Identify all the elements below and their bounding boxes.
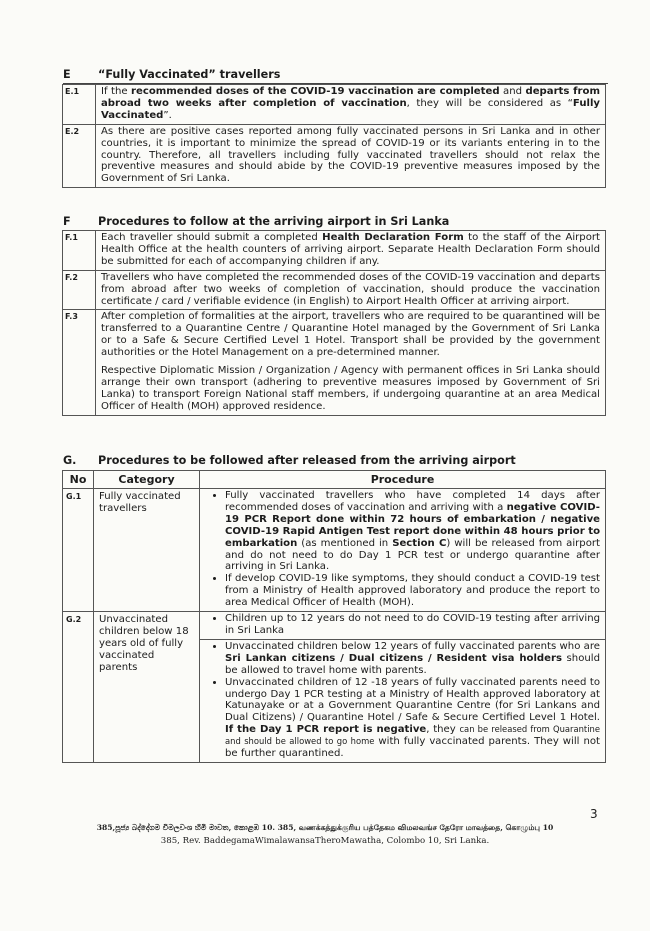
table-row — [63, 270, 606, 310]
page-number: 3 — [590, 807, 598, 821]
section-g-table — [62, 470, 606, 763]
table-row — [63, 489, 606, 612]
footer-address-english: 385, Rev. BaddegamaWimalawansaTheroMawatha, Colombo 10, Sri Lanka. — [160, 836, 490, 846]
section-f-title: Procedures to follow at the arriving airport in Sri Lanka — [98, 215, 450, 228]
bullet-item — [225, 573, 600, 609]
text-run: Fully vaccinated travellers who have completed 14 days after recommended doses of vaccination and arriving with a — [225, 490, 600, 513]
bold-text: Section C — [392, 537, 447, 549]
text-run: Unvaccinated children below 12 years of fully vaccinated parents who are — [225, 640, 600, 652]
section-e-letter: E — [63, 68, 71, 81]
procedure-block — [200, 639, 605, 762]
text-run: ”. — [163, 109, 172, 121]
text-run: and — [499, 86, 526, 97]
procedure-block — [200, 489, 605, 611]
header-no: No — [63, 471, 94, 489]
text-run: ) will be released from airport and do not need to do Day 1 PCR test or undergo quarantine after arriving in Sri Lanka. — [225, 537, 601, 573]
header-procedure: Procedure — [200, 471, 606, 489]
item-text — [96, 231, 606, 271]
table-row — [63, 612, 606, 763]
table-row — [63, 310, 606, 415]
bullet-list — [205, 641, 600, 760]
item-number: E.2 — [63, 124, 96, 188]
text-run: If the — [101, 86, 132, 97]
bold-text: Health Declaration Form — [322, 232, 464, 243]
bullet-item — [225, 613, 600, 637]
procedure-cell — [200, 612, 606, 763]
text-run: can be released from Quarantine and should be allowed to go home — [225, 724, 600, 747]
paragraph: Respective Diplomatic Mission / Organization / Agency with permanent offices in Sri Lanka should arrange their own transport (adhering to preventive measures imposed by Government of Sri Lanka) to transport Foreign National staff members, if undergoing quarantine at an area Medical Officer of Health (MOH) approved residence. — [101, 365, 600, 412]
item-number: G.2 — [63, 612, 94, 763]
section-e-table — [62, 84, 606, 188]
bullet-item — [225, 641, 600, 677]
category-cell: Unvaccinated children below 18 years old of fully vaccinated parents — [94, 612, 200, 763]
text-run: Unvaccinated children of 12 -18 years of fully vaccinated parents need to undergo Day 1 PCR testing at a Ministry of Health approved laboratory at Katunayake or at a Government Quarantine Centre (for Sri Lankans and Dual Citizens) / Quarantine Hotel / Safe & Secure Certified Level 1 Hotel. — [225, 676, 600, 724]
section-e-heading — [63, 68, 608, 84]
text-run: , they — [426, 724, 460, 736]
procedure-block — [200, 612, 605, 639]
paragraph: After completion of formalities at the airport, travellers who are required to be quarantined will be transferred to a Quarantine Centre / Quarantine Hotel managed by the Government of Sri Lanka or to a Safe & Secure Certified Level 1 Hotel. Transport shall be provided by the government authorities or the Hotel Management on a pre-determined manner. — [101, 311, 600, 359]
bullet-list — [205, 613, 600, 637]
text-run: Each traveller should submit a completed — [101, 232, 323, 243]
item-number: G.1 — [63, 489, 94, 612]
text-run: should be allowed to travel home with parents. — [225, 652, 600, 676]
bold-text: departs from abroad two weeks after completion of vaccination — [101, 86, 600, 109]
category-cell: Fully vaccinated travellers — [94, 489, 200, 612]
text-run: to the staff of the Airport Health Office at the health counters of arriving airport. Separate Health Declaration Form should be submitted for each of accompanying children if any. — [101, 232, 600, 267]
bold-text: Fully Vaccinated — [101, 97, 600, 121]
table-row — [63, 231, 606, 271]
bullet-list — [205, 490, 600, 609]
rich-paragraph — [101, 232, 600, 268]
section-f-heading — [63, 215, 608, 228]
section-e-title: “Fully Vaccinated” travellers — [98, 68, 281, 81]
text-run: If develop COVID-19 like symptoms, they should conduct a COVID-19 test from a Ministry of Health approved laboratory and produce the report to area Medical Officer of Health (MOH). — [225, 573, 600, 609]
bold-text: recommended doses of the COVID-19 vaccination are completed — [131, 86, 500, 97]
paragraph: As there are positive cases reported among fully vaccinated persons in Sri Lanka and in other countries, it is important to minimize the spread of COVID-19 or its variants entering in to the country. Therefore, all travellers including fully vaccinated travellers should not relax the preventive measures and should abide by the COVID-19 preventive measures imposed by the Government of Sri Lanka. — [101, 125, 600, 185]
rich-paragraph — [101, 86, 600, 122]
item-number: F.1 — [63, 231, 96, 271]
item-text — [96, 124, 606, 188]
item-number: E.1 — [63, 85, 96, 125]
text-run: , they will be considered as “ — [406, 97, 573, 109]
procedure-cell — [200, 489, 606, 612]
item-number: F.3 — [63, 310, 96, 415]
bullet-item — [225, 677, 600, 760]
item-text — [96, 270, 606, 310]
section-g-heading — [63, 454, 608, 467]
section-g-title: Procedures to be followed after released from the arriving airport — [98, 454, 516, 467]
item-number: F.2 — [63, 270, 96, 310]
bold-text: If the Day 1 PCR report is negative — [225, 724, 427, 736]
section-g-letter: G. — [63, 454, 77, 467]
footer-address-local: 385,පූජ්‍ය බද්දේගම විමලවංශ හිමි මාවත, කොළඹ 10. 385, வணக்கத்துக்குரிய பத்தேகம விமலவங்ச தேரோ மாவத்தை, கொழும்பு 10 — [96, 823, 554, 832]
header-category: Category — [94, 471, 200, 489]
paragraph: Travellers who have completed the recommended doses of the COVID-19 vaccination and departs from abroad after two weeks of completion of vaccination, should produce the vaccination certificate / card / verifiable evidence (in English) to Airport Health Officer at arriving airport. — [101, 271, 600, 307]
text-run: with fully vaccinated parents. They will not be further quarantined. — [225, 736, 600, 760]
text-run: (as mentioned in — [297, 537, 393, 549]
item-text — [96, 85, 606, 125]
section-f-table — [62, 230, 606, 416]
table-row — [63, 85, 606, 125]
bold-text: negative COVID-19 PCR Report done within 72 hours of embarkation / negative COVID-19 Rapid Antigen Test report done within 48 hours prior to embarkation — [225, 501, 600, 549]
table-row — [63, 124, 606, 188]
item-text — [96, 310, 606, 415]
text-run: Children up to 12 years do not need to do COVID-19 testing after arriving in Sri Lanka — [225, 613, 600, 636]
section-f-letter: F — [63, 215, 71, 228]
table-header-row — [63, 471, 606, 489]
bold-text: Sri Lankan citizens / Dual citizens / Resident visa holders — [225, 652, 562, 664]
bullet-item — [225, 490, 600, 573]
